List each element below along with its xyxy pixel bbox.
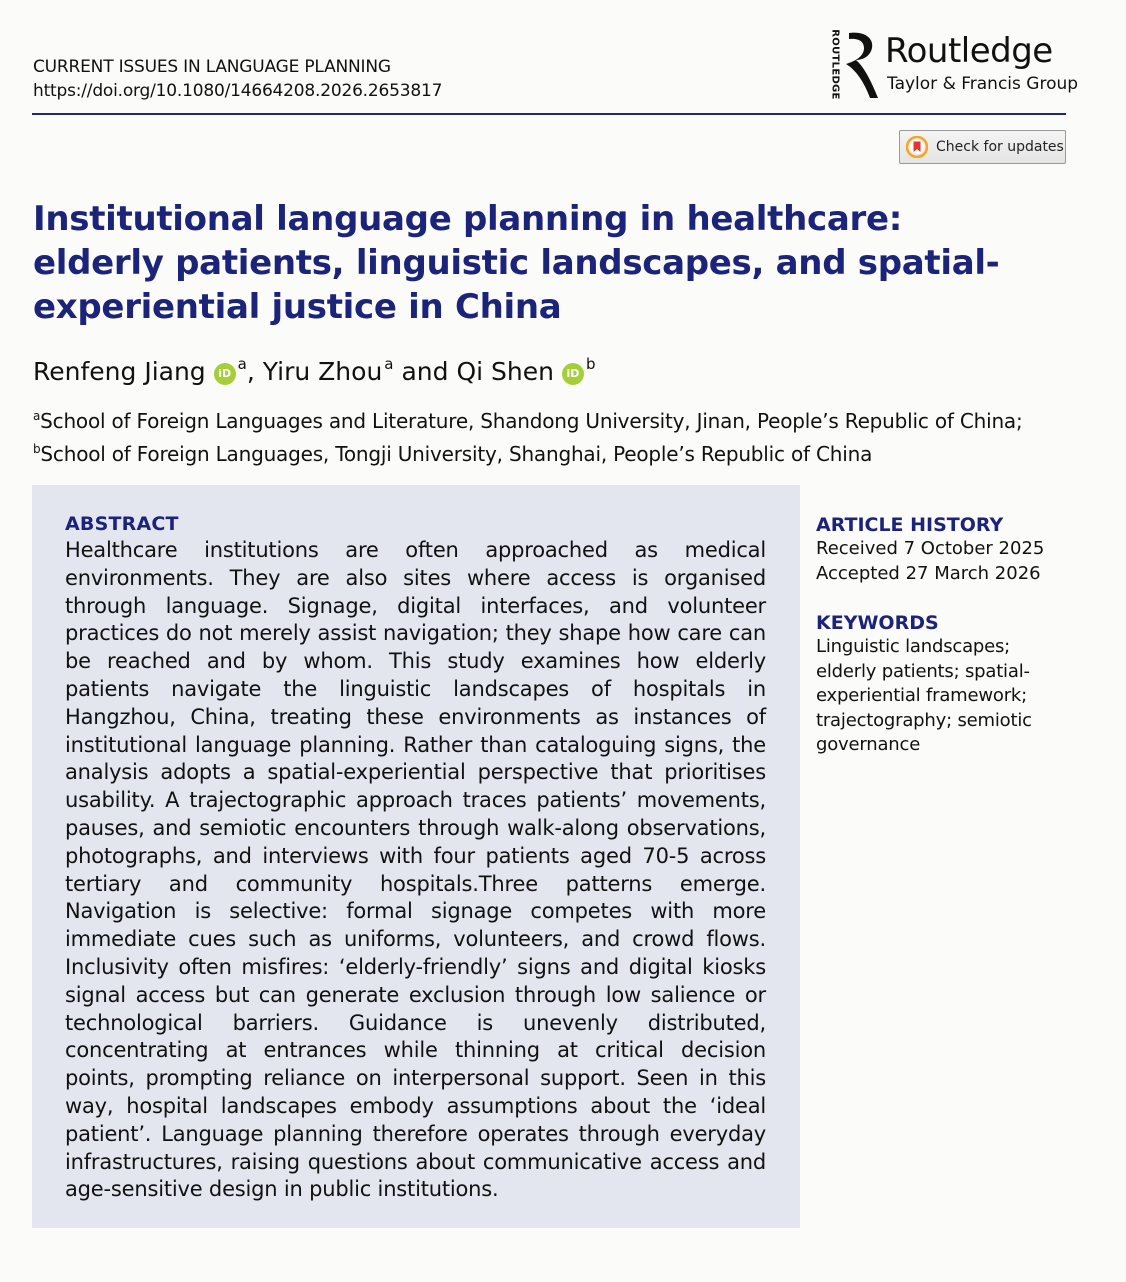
abstract-box: [32, 485, 800, 1228]
affiliation-mark: a: [237, 355, 247, 373]
abstract-text: Healthcare institutions are often approached as medical environments. They are also sites where access is organised through language. Signage, digital interfaces, and volunteer practices do not merely assist navigation; they shape how care can be reached and by whom. This study examines how elderly patients navigate the linguistic landscapes of hospitals in Hangzhou, China, treating these environments as instances of institutional language planning. Rather than cataloguing signs, the analysis adopts a spatial-experiential perspective that prioritises usability. A trajectographic approach traces patients’ movements, pauses, and semiotic encounters through walk-along observations, photographs, and interviews with four patients aged 70-5 across tertiary and community hospitals.Three patterns emerge. Navigation is selective: formal signage competes with more immediate cues such as uniforms, volunteers, and crowd flows. Inclusivity often misfires: ‘elderly-friendly’ signs and digital kiosks signal access but can generate exclusion through low salience or technological barriers. Guidance is unevenly distributed, concentrating at entrances while thinning at critical decision points, prompting reliance on interpersonal support. Seen in this way, hospital landscapes embody assumptions about the ‘ideal patient’. Language planning therefore operates through everyday infrastructures, raising questions about communicative access and age-sensitive design in public institutions.: [65, 538, 766, 1202]
article-history-heading: ARTICLE HISTORY: [816, 514, 1004, 536]
affiliation-line: $^a$School of Foreign Languages and Literature, Shandong University, Jinan, People’s Republic of China;: [33, 409, 1023, 433]
affiliation-mark: b: [585, 355, 596, 373]
article-title: Institutional language planning in healthcare: elderly patients, linguistic landscapes, and spatial-experiential justice in China: [33, 199, 1000, 327]
author-name[interactable]: Renfeng Jiang: [33, 357, 206, 386]
author-separator: and: [393, 357, 457, 386]
received-date: Received 7 October 2025: [816, 538, 1045, 559]
publisher-brand: Routledge: [885, 31, 1053, 71]
journal-name: CURRENT ISSUES IN LANGUAGE PLANNING: [33, 57, 391, 77]
orcid-icon[interactable]: iD: [562, 363, 584, 385]
affiliations: [33, 402, 1023, 468]
orcid-icon[interactable]: iD: [214, 363, 236, 385]
affiliation-line: $^b$School of Foreign Languages, Tongji University, Shanghai, People’s Republic of China: [33, 442, 873, 466]
author-separator: ,: [246, 357, 263, 386]
doi-link[interactable]: https://doi.org/10.1080/14664208.2026.2653817: [33, 81, 443, 101]
keywords: [816, 611, 1086, 758]
check-for-updates-button[interactable]: [899, 130, 1066, 164]
article-history: [816, 513, 1086, 586]
check-for-updates-label: Check for updates: [936, 139, 1064, 155]
accepted-date: Accepted 27 March 2026: [816, 562, 1041, 584]
affiliation-mark: a: [384, 355, 394, 373]
check-updates-icon: [906, 136, 928, 158]
publisher-group: Taylor & Francis Group: [887, 74, 1079, 94]
author-name[interactable]: Yiru Zhou: [262, 357, 383, 386]
publisher-logo: [826, 29, 1079, 102]
keywords-heading: KEYWORDS: [816, 612, 939, 634]
journal-header: [33, 55, 442, 103]
publisher-vertical-text: ROUTLEDGE: [829, 29, 841, 100]
abstract-heading: ABSTRACT: [65, 513, 179, 535]
header-rule: [32, 113, 1066, 115]
keywords-text: Linguistic landscapes; elderly patients; spatial-experiential framework; trajectography; semiotic governance: [816, 636, 1032, 755]
routledge-mark-icon: [840, 30, 880, 100]
author-list: [33, 346, 595, 390]
author-name[interactable]: Qi Shen: [456, 357, 554, 386]
